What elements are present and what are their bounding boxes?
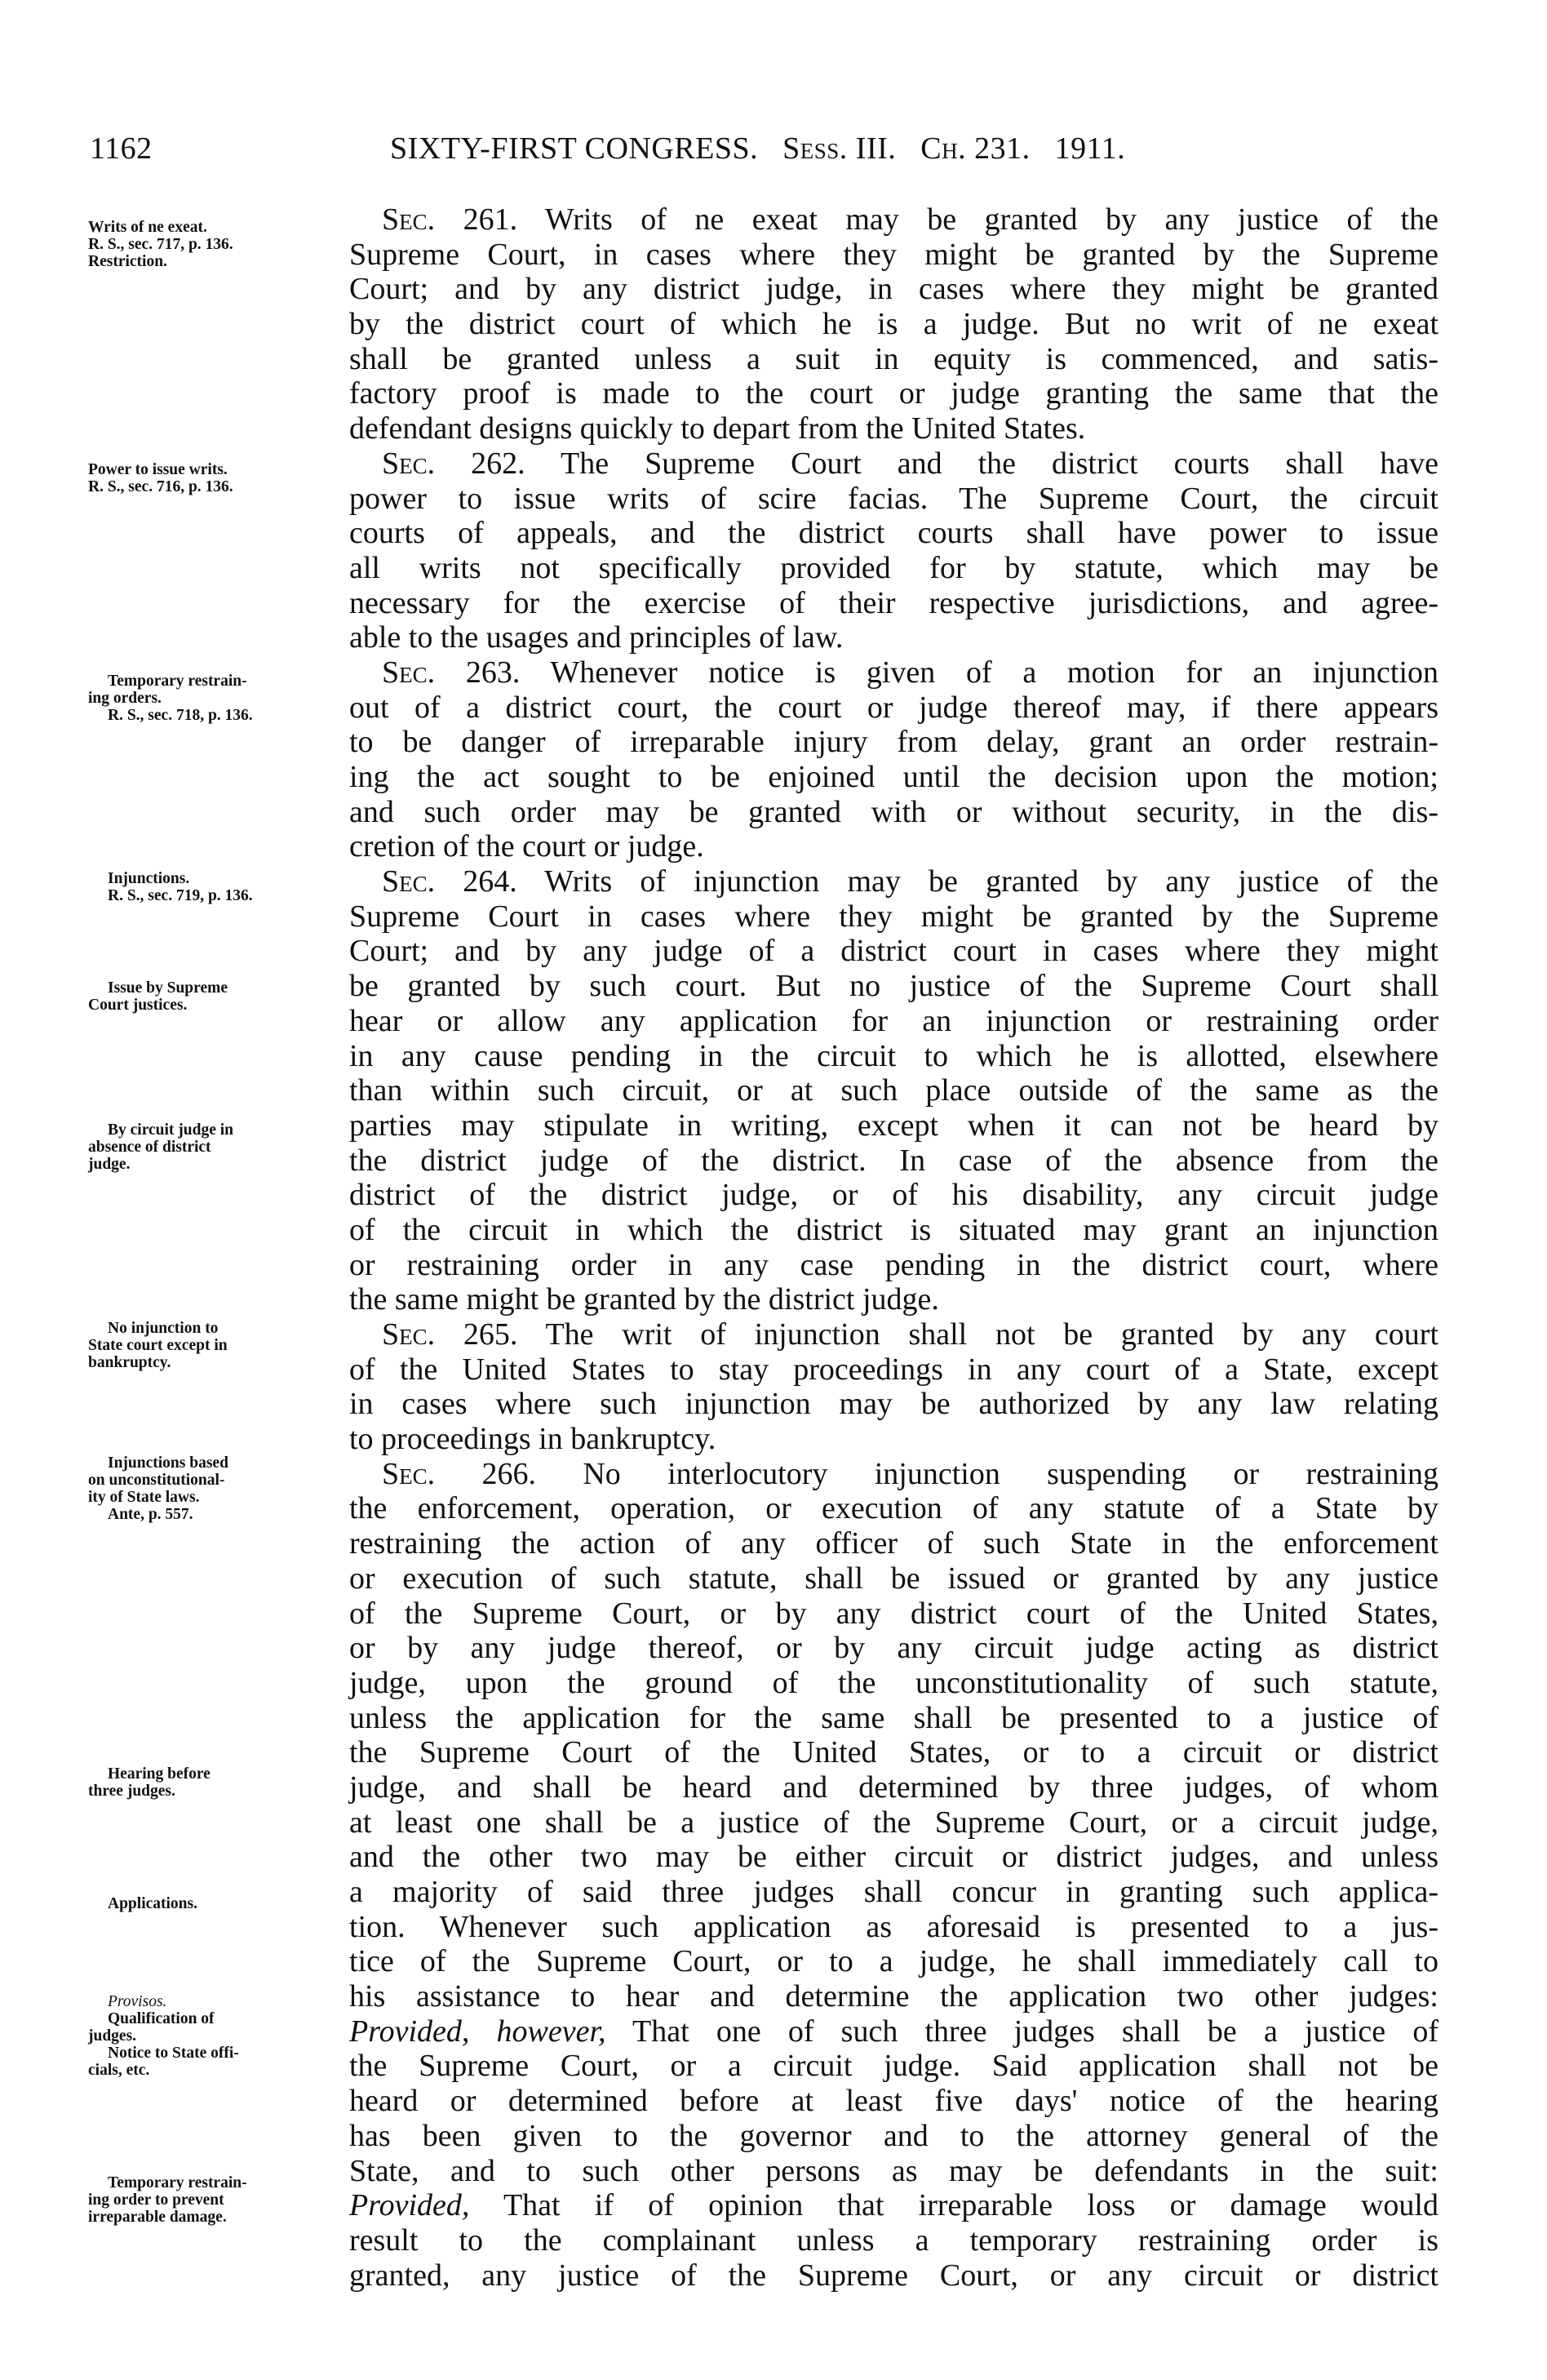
text-line: tion. Whenever such application as aforesaid is presented to a jus- [349, 1909, 1438, 1944]
text-line: ing the act sought to be enjoined until the decision upon the motion; [349, 760, 1438, 794]
margin-note-provisos [88, 1993, 333, 2079]
text-line: cretion of the court or judge. [349, 829, 704, 864]
margin-note-line: Temporary restrain- [108, 673, 247, 690]
section-label: Sec. 263. [382, 655, 521, 690]
margin-note-line: Temporary restrain- [108, 2174, 247, 2191]
text-line: and the other two may be either circuit or district judges, and unless [349, 1840, 1438, 1875]
margin-note-line: State court except in [88, 1337, 228, 1354]
section-262 [349, 446, 1438, 655]
margin-note-line: on unconstitutional- [88, 1472, 225, 1489]
text-line: the Supreme Court of the United States, or to a circuit or district [349, 1735, 1438, 1770]
text-line: Supreme Court, in cases where they might be granted by the Supreme [349, 237, 1438, 272]
margin-note-line: judges. [88, 2027, 137, 2045]
margin-note-line: Ante, p. 557. [108, 1506, 193, 1523]
text-line: has been given to the governor and to the attorney general of the [349, 2118, 1438, 2153]
text-line: by the district court of which he is a judge. But no writ of ne exeat [349, 307, 1438, 342]
text-line: Sec. 262. The Supreme Court and the district courts shall have [382, 446, 1438, 481]
text-line: shall be granted unless a suit in equity is commenced, and satis- [349, 341, 1438, 376]
text-line: power to issue writs of scire facias. The Supreme Court, the circuit [349, 481, 1438, 516]
running-head [390, 131, 1125, 167]
text-line: in any cause pending in the circuit to which he is allotted, elsewhere [349, 1038, 1438, 1073]
margin-note-line: Applications. [108, 1895, 197, 1912]
text-line: be granted by such court. But no justice of the Supreme Court shall [349, 969, 1438, 1004]
margin-note-temporary-restraining-order-damage [88, 2174, 333, 2226]
proviso-label: Provided, [349, 2188, 470, 2223]
text-line: out of a district court, the court or judge thereof may, if there appears [349, 690, 1438, 725]
text-line: of the United States to stay proceedings in any court of a State, except [349, 1352, 1438, 1387]
congress-title: SIXTY-FIRST CONGRESS. [390, 131, 759, 166]
margin-note-line: R. S., sec. 717, p. 136. [88, 236, 233, 253]
chapter-label: Ch. 231. [920, 131, 1031, 166]
text-line: courts of appeals, and the district courts shall have power to issue [349, 516, 1438, 551]
section-261 [349, 202, 1438, 446]
text-line: or execution of such statute, shall be issued or granted by any justice [349, 1561, 1438, 1596]
text-line: all writs not specifically provided for by statute, which may be [349, 550, 1438, 585]
section-label: Sec. 265. [382, 1317, 518, 1352]
text-line: hear or allow any application for an injunction or restraining order [349, 1003, 1438, 1038]
margin-note-line: Court justices. [88, 997, 188, 1014]
text-line: the Supreme Court, or a circuit judge. Said application shall not be [349, 2049, 1438, 2084]
text-line: defendant designs quickly to depart from the United States. [349, 411, 1086, 446]
text-line: Sec. 264. Writs of injunction may be granted by any justice of the [382, 864, 1438, 899]
text-line: or by any judge thereof, or by any circuit judge acting as district [349, 1631, 1438, 1666]
margin-note-line: Restriction. [88, 253, 167, 270]
margin-note-line: bankruptcy. [88, 1354, 171, 1371]
text-line: parties may stipulate in writing, except when it can not be heard by [349, 1108, 1438, 1143]
text-line: or restraining order in any case pending in the district court, where [349, 1247, 1438, 1282]
text-line: result to the complainant unless a temporary restraining order is [349, 2222, 1438, 2258]
year-label: 1911. [1054, 131, 1126, 166]
text-line: unless the application for the same shall be presented to a justice of [349, 1700, 1438, 1735]
section-263 [349, 655, 1438, 864]
margin-note-line: R. S., sec. 716, p. 136. [88, 478, 233, 495]
text-line: Sec. 263. Whenever notice is given of a motion for an injunction [382, 655, 1438, 690]
margin-note-line: Injunctions based [108, 1454, 228, 1472]
text-line: and such order may be granted with or without security, in the dis- [349, 794, 1438, 829]
text-line: necessary for the exercise of their respective jurisdictions, and agree- [349, 585, 1438, 620]
margin-note-line: judge. [88, 1156, 131, 1173]
margin-note-by-circuit-judge [88, 1121, 333, 1173]
margin-note-line: Writs of ne exeat. [88, 219, 207, 236]
statute-body [349, 202, 1438, 2293]
section-label: Sec. 261. [382, 202, 518, 237]
margin-note-hearing-three-judges [88, 1765, 333, 1800]
text-line: district of the district judge, or of his disability, any circuit judge [349, 1178, 1438, 1213]
text-line: State, and to such other persons as may be defendants in the suit: [349, 2153, 1438, 2188]
margin-note-line: Hearing before [108, 1765, 211, 1783]
margin-note-issue-by-supreme-court [88, 979, 333, 1014]
section-264 [349, 864, 1438, 1317]
text-line: Court; and by any judge of a district court in cases where they might [349, 934, 1438, 969]
text-line: factory proof is made to the court or judge granting the same that the [349, 376, 1438, 411]
margin-note-line: absence of district [88, 1139, 211, 1156]
margin-note-line: Notice to State offi- [108, 2045, 239, 2062]
text-line: a majority of said three judges shall concur in granting such applica- [349, 1875, 1438, 1909]
margin-note-power-to-issue-writs [88, 461, 333, 495]
text-line: granted, any justice of the Supreme Court, or any circuit or district [349, 2258, 1438, 2293]
text-line: Supreme Court in cases where they might be granted by the Supreme [349, 899, 1438, 934]
text-line: at least one shall be a justice of the Supreme Court, or a circuit judge, [349, 1805, 1438, 1840]
margin-note-writs-ne-exeat [88, 219, 333, 270]
margin-note-line: three judges. [88, 1783, 175, 1800]
text-line: of the circuit in which the district is situated may grant an injunction [349, 1212, 1438, 1247]
section-265 [349, 1317, 1438, 1457]
text-line: the same might be granted by the district judge. [349, 1282, 939, 1317]
text-line: Sec. 266. No interlocutory injunction suspending or restraining [382, 1456, 1439, 1491]
text-line: Provided, however, That one of such three judges shall be a justice of [349, 2014, 1438, 2049]
proviso-label: Provided, however, [349, 2014, 606, 2049]
text-line: Court; and by any district judge, in cases where they might be granted [349, 272, 1438, 307]
text-line: Sec. 261. Writs of ne exeat may be granted by any justice of the [382, 202, 1438, 237]
text-line: Provided, That if of opinion that irreparable loss or damage would [349, 2188, 1438, 2223]
text-line: than within such circuit, or at such place outside of the same as the [349, 1073, 1438, 1108]
margin-note-line: ing orders. [88, 690, 162, 707]
text-line: judge, and shall be heard and determined by three judges, of whom [349, 1769, 1438, 1805]
page-number: 1162 [90, 131, 153, 166]
session-label: Sess. III. [782, 131, 897, 166]
margin-note-applications [88, 1895, 333, 1912]
text-line: to proceedings in bankruptcy. [349, 1422, 716, 1457]
text-line: judge, upon the ground of the unconstitutionality of such statute, [349, 1665, 1438, 1700]
margin-note-line: No injunction to [108, 1320, 219, 1337]
margin-note-line: R. S., sec. 719, p. 136. [108, 887, 253, 904]
margin-note-injunctions-unconstitutionality [88, 1454, 333, 1523]
text-line: restraining the action of any officer of such State in the enforcement [349, 1526, 1438, 1561]
section-label: Sec. 266. [382, 1456, 536, 1491]
text-line: in cases where such injunction may be authorized by any law relating [349, 1387, 1438, 1422]
margin-note-line: Injunctions. [108, 870, 190, 887]
margin-note-no-injunction-state-court [88, 1320, 333, 1371]
page-header [0, 131, 1547, 171]
margin-note-line: Power to issue writs. [88, 461, 228, 478]
margin-note-line: irreparable damage. [88, 2209, 227, 2226]
margin-note-line: Qualification of [108, 2010, 215, 2027]
section-label: Sec. 262. [382, 446, 525, 481]
margin-note-temporary-restraining-orders [88, 673, 333, 724]
text-line: heard or determined before at least five days' notice of the hearing [349, 2084, 1438, 2119]
section-label: Sec. 264. [382, 864, 517, 899]
text-line: to be danger of irreparable injury from delay, grant an order restrain- [349, 725, 1438, 760]
margin-note-line: cials, etc. [88, 2062, 150, 2079]
text-line: his assistance to hear and determine the application two other judges: [349, 1979, 1438, 2014]
margin-note-line: R. S., sec. 718, p. 136. [108, 707, 253, 724]
margin-note-line: Provisos. [108, 1993, 167, 2010]
margin-note-line: Issue by Supreme [108, 979, 228, 997]
margin-note-line: ity of State laws. [88, 1489, 200, 1506]
section-266 [349, 1457, 1438, 2293]
margin-note-line: By circuit judge in [108, 1121, 234, 1139]
text-line: tice of the Supreme Court, or to a judge, he shall immediately call to [349, 1944, 1438, 1979]
text-line: Sec. 265. The writ of injunction shall not be granted by any court [382, 1317, 1438, 1352]
text-line: of the Supreme Court, or by any district court of the United States, [349, 1596, 1438, 1631]
margin-note-injunctions [88, 870, 333, 904]
text-line: the district judge of the district. In case of the absence from the [349, 1143, 1438, 1178]
text-line: the enforcement, operation, or execution of any statute of a State by [349, 1491, 1438, 1526]
margin-note-line: ing order to prevent [88, 2191, 224, 2209]
text-line: able to the usages and principles of law. [349, 620, 844, 655]
